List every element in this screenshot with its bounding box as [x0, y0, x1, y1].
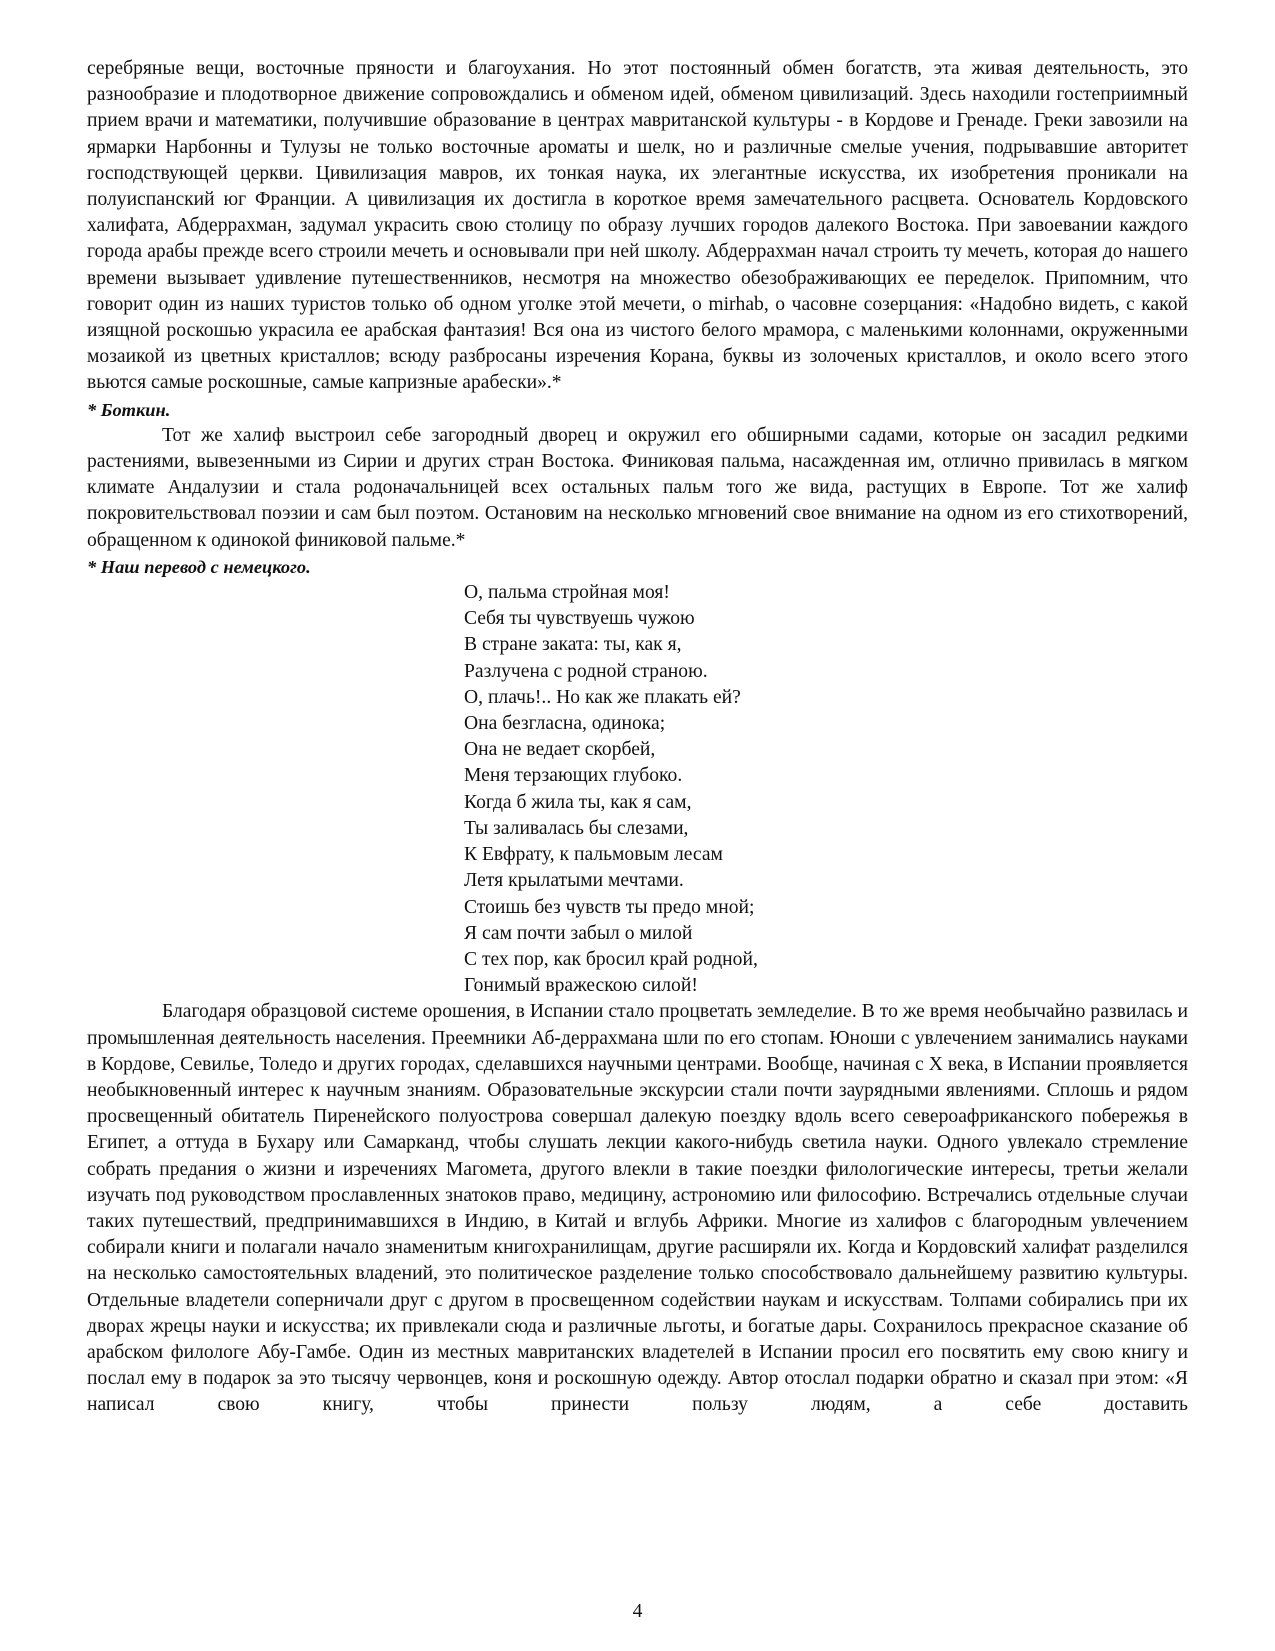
poem-line: Стоишь без чувств ты предо мной; — [464, 896, 755, 918]
poem-line: Ты заливалась бы слезами, — [464, 817, 689, 839]
poem-line: Себя ты чувствуешь чужою — [464, 608, 695, 630]
poem-line: Когда б жила ты, как я сам, — [464, 791, 692, 813]
poem-line: Разлучена с родной страною. — [464, 660, 708, 682]
poem-line: О, плачь!.. Но как же плакать ей? — [464, 686, 741, 708]
poem-line: С тех пор, как бросил край родной, — [464, 948, 758, 970]
paragraph-1: серебряные вещи, восточные пряности и благоухания. Но этот постоянный обмен богатств, эта живая деятельность, это разнообразие и плодотворное движение сопровождались и обменом идей, обменом цивилизаций. Здесь находили гостеприимный прием врачи и математики, получившие образование в центрах мавританской культуры - в Кордове и Гренаде. Греки завозили на ярмарки Нарбонны и Тулузы не только восточные ароматы и шелк, но и различные смелые учения, подрывавшие авторитет господствующей церкви. Цивилизация мавров, их тонкая наука, их элегантные искусства, их изобретения проникали на полуиспанский юг Франции. А цивилизация их достигла в короткое время замечательного расцвета. Основатель Кордовского халифата, Абдеррахман, задумал украсить свою столицу по образу лучших городов далекого Востока. При завоевании каждого города арабы прежде всего строили мечеть и основывали при ней школу. Абдеррахман начал строить ту мечеть, которая до нашего времени вызывает удивление путешественников, несмотря на множество обезображивающих ее переделок. Припомним, что говорит один из наших туристов только об одном уголке этой мечети, о mirhab, о часовне созерцания: «Надобно видеть, с какой изящной роскошью украсила ее арабская фантазия! Вся она из чистого белого мрамора, с маленькими колоннами, окруженными мозаикой из цветных кристаллов; всюду разбросаны изречения Корана, буквы из золоченых кристаллов, и около всего этого вьются самые роскошные, самые капризные арабески».* — [87, 58, 1188, 394]
poem-line: Гонимый вражескою силой! — [464, 975, 698, 997]
poem-line: Я сам почти забыл о милой — [464, 922, 693, 944]
page-number: 4 — [632, 1601, 643, 1622]
paragraph-2: Тот же халиф выстроил себе загородный дворец и окружил его обширными садами, которые он засадил редкими растениями, вывезенными из Сирии и других стран Востока. Финиковая пальма, насажденная им, отлично привилась в мягком климате Андалузии и стала родоначальницей всех остальных пальм того же вида, растущих в Европе. Тот же халиф покровительствовал поэзии и сам был поэтом. Остановим на несколько мгновений свое внимание на одном из его стихотворений, обращенном к одинокой финиковой пальме.* — [87, 424, 1188, 551]
poem-line: О, пальма стройная моя! — [464, 582, 670, 604]
poem — [464, 580, 1188, 999]
poem-line: Она безгласна, одинока; — [464, 713, 666, 735]
poem-line: К Евфрату, к пальмовым лесам — [464, 844, 723, 866]
poem-line: Летя крылатыми мечтами. — [464, 870, 684, 892]
poem-line: В стране заката: ты, как я, — [464, 634, 682, 656]
paragraph-3: Благодаря образцовой системе орошения, в Испании стало процветать земледелие. В то же время необычайно развилась и промышленная деятельность населения. Преемники Аб-деррахмана шли по его стопам. Юноши с увлечением занимались науками в Кордове, Севилье, Толедо и других городах, сделавшихся научными центрами. Вообще, начиная с X века, в Испании проявляется необыкновенный интерес к научным знаниям. Образовательные экскурсии стали почти заурядными явлениями. Сплошь и рядом просвещенный обитатель Пиренейского полуострова совершал далекую поездку вдоль всего североафриканского побережья в Египет, а оттуда в Бухару или Самарканд, чтобы слушать лекции какого-нибудь светила науки. Одного увлекало стремление собрать предания о жизни и изречениях Магомета, другого влекли в такие поездки филологические интересы, третьи желали изучать под руководством прославленных знатоков право, медицину, астрономию или философию. Встречались отдельные случаи таких путешествий, предпринимавшихся в Индию, в Китай и вглубь Африки. Многие из халифов с благородным увлечением собирали книги и полагали начало знаменитым книгохранилищам, другие расширяли их. Когда и Кордовский халифат разделился на несколько самостоятельных владений, это политическое разделение только способствовало дальнейшему развитию культуры. Отдельные владетели соперничали друг с другом в просвещенном содействии наукам и искусствам. Толпами собирались при их дворах жрецы науки и искусства; их привлекали сюда и различные льготы, и богатые дары. Сохранилось прекрасное сказание об арабском филологе Абу-Гамбе. Один из местных мавританских владетелей в Испании просил его посвятить ему свою книгу и послал ему в подарок за это тысячу червонцев, коня и роскошную одежду. Автор отослал подарки обратно и сказал при этом: «Я написал свою книгу, чтобы принести пользу людям, а себе доставить — [87, 1001, 1188, 1416]
footnote-translation: * Наш перевод с немецкого. — [87, 556, 311, 577]
poem-line: Она не ведает скорбей, — [464, 739, 656, 761]
poem-line: Меня терзающих глубоко. — [464, 765, 683, 787]
document-page — [87, 56, 1188, 1419]
footnote-botkin: * Боткин. — [87, 399, 171, 420]
